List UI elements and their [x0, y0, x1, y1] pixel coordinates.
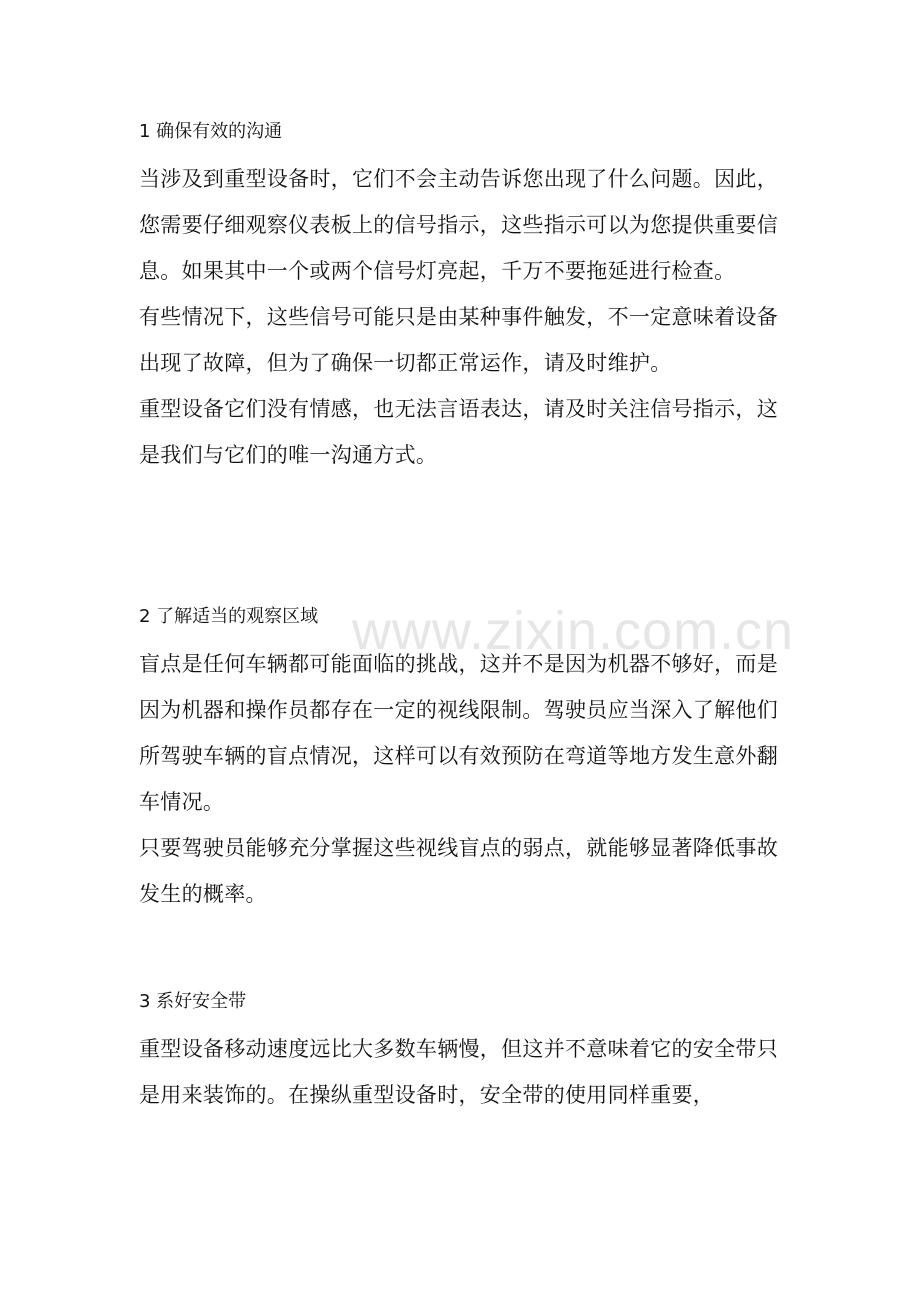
section-heading: 3 系好安全带	[139, 991, 247, 1012]
paragraph: 当涉及到重型设备时，它们不会主动告诉您出现了什么问题。因此，您需要仔细观察仪表板上的信号指示，这些指示可以为您提供重要信息。如果其中一个或两个信号灯亮起，千万不要拖延进行检查。	[139, 167, 778, 283]
paragraph: 有些情况下，这些信号可能只是由某种事件触发，不一定意味着设备出现了故障，但为了确保一切都正常运作，请及时维护。	[139, 305, 778, 375]
section-3	[139, 988, 789, 1118]
section-1	[139, 118, 789, 478]
paragraph: 只要驾驶员能够充分掌握这些视线盲点的弱点，就能够显著降低事故发生的概率。	[139, 836, 778, 906]
paragraph: 重型设备移动速度远比大多数车辆慢，但这并不意味着它的安全带只是用来装饰的。在操纵重型设备时，安全带的使用同样重要，	[139, 1037, 778, 1107]
watermark: www.zixin.com.cn	[352, 601, 795, 661]
section-heading: 2 了解适当的观察区域	[139, 606, 319, 627]
section-2	[139, 603, 789, 917]
paragraph: 重型设备它们没有情感，也无法言语表达，请及时关注信号指示，这是我们与它们的唯一沟通方式。	[139, 397, 778, 467]
paragraph: 盲点是任何车辆都可能面临的挑战，这并不是因为机器不够好，而是因为机器和操作员都存在一定的视线限制。驾驶员应当深入了解他们所驾驶车辆的盲点情况，这样可以有效预防在弯道等地方发生意外翻车情况。	[139, 652, 778, 814]
section-heading: 1 确保有效的沟通	[139, 121, 283, 142]
